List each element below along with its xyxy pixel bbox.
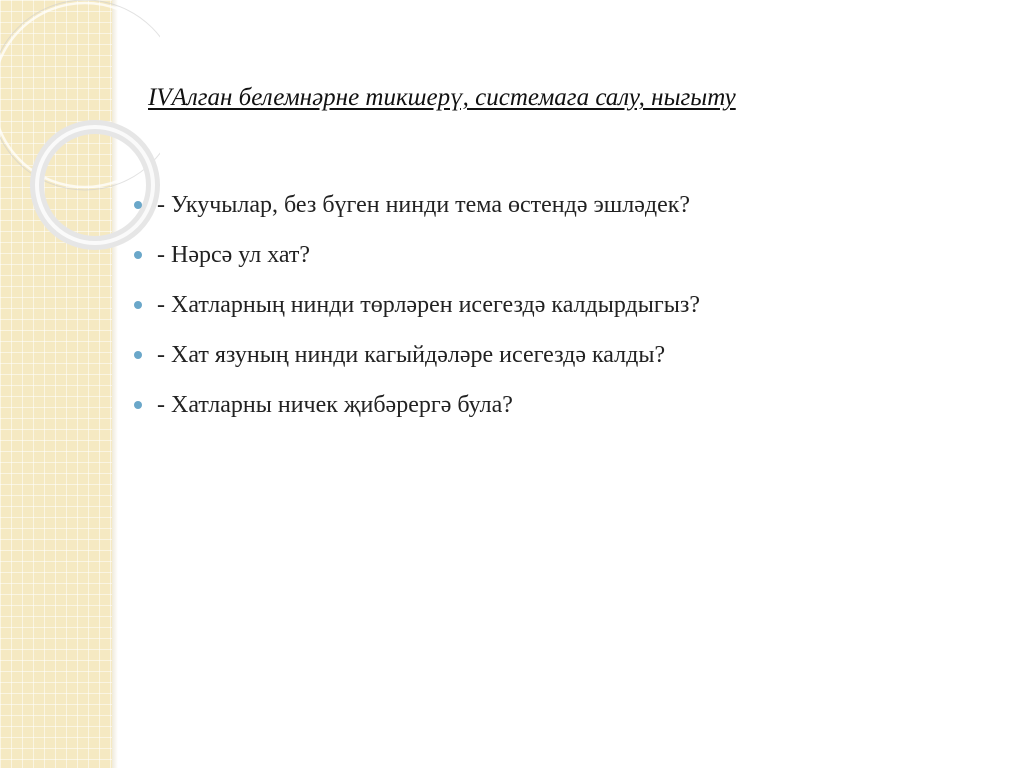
question-text: - Хат язуның нинди кагыйдәләре исегездә калды? [157,341,666,368]
question-text: - Хатларны ничек җибәрергә була? [157,391,513,418]
list-item [134,380,994,430]
list-item [134,230,994,280]
list-item [134,180,994,230]
list-item [134,330,994,380]
question-text: - Хатларның нинди төрләрен исегездә калдырдыгыз? [157,291,700,318]
large-ring-shadow [0,0,160,190]
question-text: - Укучылар, без бүген нинди тема өстендә эшләдек? [157,191,691,218]
question-text: - Нәрсә ул хат? [157,241,311,268]
question-list [134,180,994,430]
bullet-icon [134,251,142,259]
bullet-icon [134,201,142,209]
slide-title: IVАлган белемнәрне тикшерү, системага салу, ныгыту [148,84,736,111]
list-item [134,280,994,330]
bullet-icon [134,401,142,409]
large-ring [0,3,160,187]
bullet-icon [134,351,142,359]
bullet-icon [134,301,142,309]
